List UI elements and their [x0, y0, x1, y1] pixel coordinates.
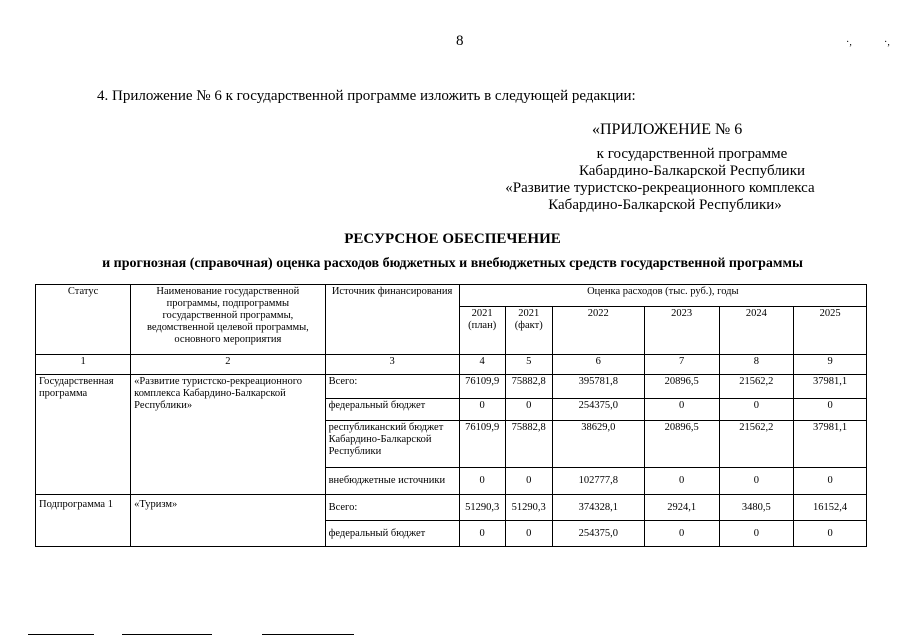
row-source: федеральный бюджет [325, 521, 459, 547]
row-value: 75882,8 [505, 375, 552, 399]
row-value: 0 [644, 399, 719, 421]
header-year: 2024 [719, 307, 794, 355]
scan-mark: ·, [884, 37, 890, 48]
row-value: 0 [794, 468, 867, 495]
column-number: 8 [719, 355, 794, 375]
row-value: 20896,5 [644, 421, 719, 468]
header-year: 2023 [644, 307, 719, 355]
appendix-title: «ПРИЛОЖЕНИЕ № 6 [592, 121, 743, 138]
row-value: 37981,1 [794, 421, 867, 468]
appendix-line: Кабардино-Балкарской Республики» [548, 197, 782, 213]
row-value: 0 [505, 399, 552, 421]
row-value: 20896,5 [644, 375, 719, 399]
header-year: 2025 [794, 307, 867, 355]
row-value: 0 [794, 521, 867, 547]
row-value: 51290,3 [505, 495, 552, 521]
footer-rule [122, 634, 212, 635]
row-value: 0 [459, 399, 505, 421]
row-value: 0 [719, 468, 794, 495]
row-value: 254375,0 [552, 521, 644, 547]
row-value: 395781,8 [552, 375, 644, 399]
row-value: 21562,2 [719, 375, 794, 399]
row-source: федеральный бюджет [325, 399, 459, 421]
row-value: 38629,0 [552, 421, 644, 468]
row-source: Всего: [325, 495, 459, 521]
header-status: Статус [36, 285, 131, 355]
row-value: 0 [644, 521, 719, 547]
row-value: 0 [459, 521, 505, 547]
row-value: 21562,2 [719, 421, 794, 468]
resource-table [35, 284, 867, 547]
header-name: Наименование государственной программы, подпрограммы государственной программы, ведомственной целевой программы, основного мероприятия [131, 285, 325, 355]
row-value: 0 [719, 399, 794, 421]
header-estimate: Оценка расходов (тыс. руб.), годы [459, 285, 866, 307]
column-number: 3 [325, 355, 459, 375]
row-value: 76109,9 [459, 375, 505, 399]
appendix-line: Кабардино-Балкарской Республики [578, 163, 806, 179]
row-value: 0 [794, 399, 867, 421]
row-status: Подпрограмма 1 [36, 495, 131, 547]
row-status: Государственная программа [36, 375, 131, 495]
row-value: 374328,1 [552, 495, 644, 521]
header-year: 2021 (план) [459, 307, 505, 355]
appendix-line: к государственной программе [596, 146, 788, 162]
row-name: «Развитие туристско-рекреационного комплекса Кабардино-Балкарской Республики» [131, 375, 325, 495]
column-number: 2 [131, 355, 325, 375]
row-value: 16152,4 [794, 495, 867, 521]
table-row [36, 375, 867, 399]
scan-mark: ·, [846, 37, 852, 48]
column-number: 4 [459, 355, 505, 375]
table-row [36, 495, 867, 521]
row-value: 0 [719, 521, 794, 547]
row-name: «Туризм» [131, 495, 325, 547]
row-value: 75882,8 [505, 421, 552, 468]
document-subtitle: и прогнозная (справочная) оценка расходов бюджетных и внебюджетных средств государственной программы [102, 256, 803, 271]
footer-rule [262, 634, 354, 635]
intro-paragraph: 4. Приложение № 6 к государственной программе изложить в следующей редакции: [97, 88, 636, 104]
column-number: 9 [794, 355, 867, 375]
row-value: 0 [644, 468, 719, 495]
document-title: РЕСУРСНОЕ ОБЕСПЕЧЕНИЕ [344, 231, 561, 247]
row-value: 37981,1 [794, 375, 867, 399]
row-value: 76109,9 [459, 421, 505, 468]
row-source: республиканский бюджет Кабардино-Балкарской Республики [325, 421, 459, 468]
row-value: 0 [505, 468, 552, 495]
row-value: 51290,3 [459, 495, 505, 521]
column-number: 6 [552, 355, 644, 375]
footer-rule [28, 634, 94, 635]
column-number: 7 [644, 355, 719, 375]
row-source: Всего: [325, 375, 459, 399]
row-source: внебюджетные источники [325, 468, 459, 495]
row-value: 0 [505, 521, 552, 547]
row-value: 102777,8 [552, 468, 644, 495]
row-value: 0 [459, 468, 505, 495]
row-value: 254375,0 [552, 399, 644, 421]
row-value: 2924,1 [644, 495, 719, 521]
header-year: 2022 [552, 307, 644, 355]
appendix-line: «Развитие туристско-рекреационного комплекса [505, 180, 815, 196]
column-number: 1 [36, 355, 131, 375]
page-number: 8 [456, 33, 464, 49]
row-value: 3480,5 [719, 495, 794, 521]
column-number: 5 [505, 355, 552, 375]
header-source: Источник финансирования [325, 285, 459, 355]
header-year: 2021 (факт) [505, 307, 552, 355]
